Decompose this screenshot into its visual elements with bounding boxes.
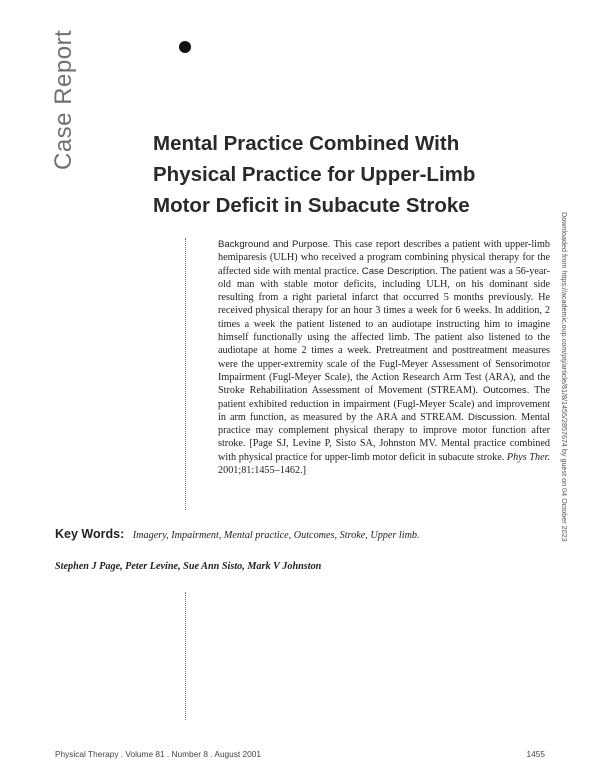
author-list: Stephen J Page, Peter Levine, Sue Ann Sisto, Mark V Johnston [55, 561, 322, 572]
title-line: Motor Deficit in Subacute Stroke [153, 194, 470, 217]
abstract-text: This case report describes a patient with upper-limb hemiparesis (ULH) who received a program combining physical therapy for the affected side with mental practice. [218, 239, 550, 277]
abstract-heading-case: Case Description. [361, 265, 438, 277]
title-line: Mental Practice Combined With [153, 132, 460, 155]
keywords-label: Key Words: [55, 527, 125, 541]
download-watermark: Downloaded from https://academic.oup.com/ptj/article/81/8/1455/2857674 by guest on 04 October 2023 [560, 212, 569, 542]
article-title [153, 128, 533, 221]
bullet-dot [179, 41, 191, 53]
abstract-heading-discussion: Discussion. [468, 411, 518, 423]
keywords-list: Imagery, Impairment, Mental practice, Outcomes, Stroke, Upper limb. [132, 530, 420, 541]
page-number: 1455 [526, 749, 545, 759]
journal-abbrev: Phys Ther. [506, 451, 551, 463]
abstract-heading-background: Background and Purpose. [218, 239, 331, 250]
keywords [55, 527, 555, 541]
abstract-text: The patient was a 56-year-old man with stable motor deficits, including ULH, on his dominant side resulting from a right parietal infarct that occurred 5 months previously. He received physical therapy for an hour 3 times a week for 6 weeks. In addition, 2 times a week the patient listened to an audiotape instructing him to imagine himself functionally using the affected limb. The patient also listened to the audiotape at home 2 times a week. Pretreatment and posttreatment measures were the upper-extremity scale of the Fugl-Meyer Assessment of Sensorimotor Impairment (Fugl-Meyer Scale), the Action Research Arm Test (ARA), and the Stroke Rehabilitation Assessment of Movement (STREAM). [218, 265, 550, 397]
abstract-text: Mental practice may complement physical therapy to improve motor function after stroke. [Page SJ, Levine P, Sisto SA, Johnston MV. Mental practice combined with physical practice for upper-limb motor deficit in subacute stroke. [218, 411, 550, 463]
abstract [218, 238, 550, 477]
journal-footer: Physical Therapy . Volume 81 . Number 8 . August 2001 [55, 749, 262, 759]
section-label: Case Report [50, 29, 77, 170]
citation-end: 2001;81:1455–1462.] [218, 465, 307, 477]
abstract-rule [185, 238, 186, 510]
abstract-heading-outcomes: Outcomes. [482, 385, 530, 397]
title-line: Physical Practice for Upper-Limb [153, 163, 476, 186]
abstract-text: The patient exhibited reduction in impairment (Fugl-Meyer Scale) and improvement in arm function, as measured by the ARA and STREAM. [218, 385, 551, 423]
lower-rule [185, 592, 186, 720]
